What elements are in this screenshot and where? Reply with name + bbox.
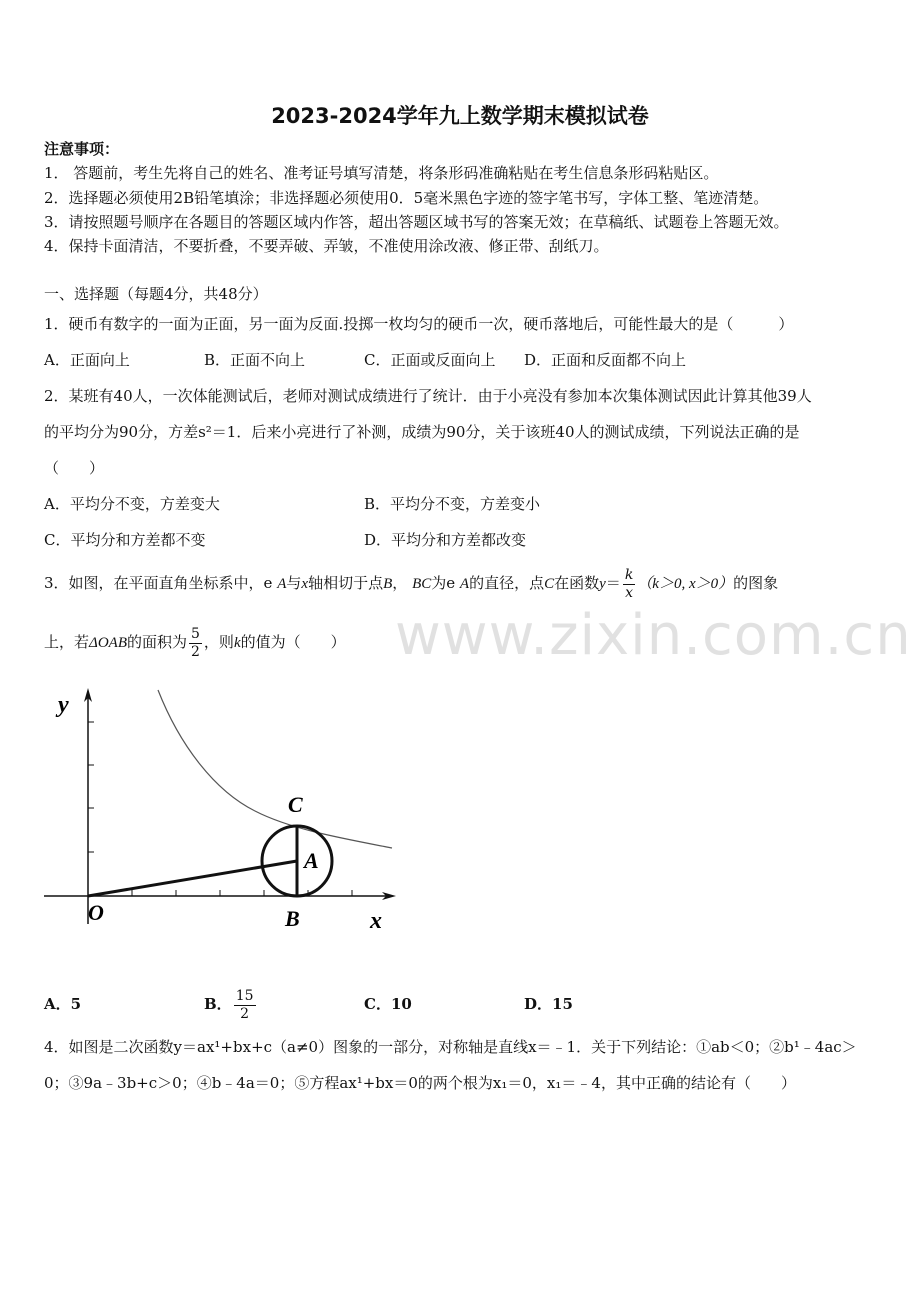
q3-point-c: C (544, 576, 555, 592)
q3-function-fraction (623, 567, 635, 602)
fraction-numerator: k (624, 566, 634, 583)
section-heading: 一、选择题（每题4分，共48分） (44, 285, 268, 303)
q3-triangle: ΔOAB (89, 635, 127, 651)
point-a-label: A (304, 848, 319, 873)
q3-text: 的直径，点 (469, 574, 545, 592)
q3-text: 轴相切于点 (308, 574, 384, 592)
q3-text: 在函数 (554, 574, 600, 592)
fraction-denominator: 2 (240, 1005, 250, 1022)
fraction-numerator: 5 (191, 625, 200, 642)
q3-x-var: x (301, 576, 309, 592)
q1-stem: 1．硬币有数字的一面为正面，另一面为反面.投掷一枚均匀的硬币一次，硬币落地后，可能性最大的是（ ） (44, 315, 794, 333)
page-title: 2023-2024学年九上数学期末模拟试卷 (271, 104, 649, 128)
q3-option-a: A．5 (44, 995, 82, 1013)
q4-line-1: 4．如图是二次函数y＝ax¹+bx+c（a≠0）图象的一部分，对称轴是直线x＝﹣1．关于下列结论：①ab＜0；②b¹﹣4ac＞ (44, 1038, 857, 1056)
note-item-2: 2．选择题必须使用2B铅笔填涂；非选择题必须使用0．5毫米黑色字迹的签字笔书写，字体工整、笔迹清楚。 (44, 189, 769, 207)
q3-point-a: A (277, 576, 287, 592)
q3-text: 的值为（ ） (240, 633, 346, 651)
q3-text: 与 (286, 574, 302, 592)
q3-point-b: B (383, 576, 393, 592)
q3-option-b (204, 982, 258, 1026)
note-item-1: 1． 答题前，考生先将自己的姓名、准考证号填写清楚，将条形码准确粘贴在考生信息条形码粘贴区。 (44, 164, 719, 182)
q3-text: ，则 (203, 633, 234, 651)
q3-text: ， (392, 574, 408, 592)
q1-option-b: B．正面不向上 (204, 351, 306, 369)
q3-text: 上，若 (44, 633, 90, 651)
notes-heading: 注意事项： (44, 140, 120, 158)
q3-segment-bc: BC (412, 576, 432, 592)
q3-option-d: D．15 (524, 995, 573, 1013)
watermark: www.zixin.com.cn (395, 603, 912, 668)
q2-option-b: B．平均分不变，方差变小 (364, 495, 541, 513)
x-axis-label: x (370, 908, 382, 934)
origin-label: O (88, 900, 104, 925)
q3-k-var: k (233, 635, 241, 651)
q3-text: 3．如图，在平面直角坐标系中， (44, 574, 264, 592)
q2-line-1: 2．某班有40人，一次体能测试后，老师对测试成绩进行了统计．由于小亮没有参加本次集体测试因此计算其他39人 (44, 387, 812, 405)
option-prefix: B． (204, 995, 232, 1013)
q1-option-d: D．正面和反面都不向上 (524, 351, 687, 369)
fraction-denominator: x (625, 584, 633, 601)
q3-point-a: A (459, 576, 470, 592)
q2-option-d: D．平均分和方差都改变 (364, 531, 527, 549)
q3-area-fraction (189, 626, 202, 661)
q3-y-var: y (599, 576, 606, 592)
q3-option-b-fraction (234, 988, 256, 1023)
q2-option-c: C．平均分和方差都不变 (44, 531, 206, 549)
point-c-label: C (288, 792, 303, 817)
q2-option-a: A．平均分不变，方差变大 (44, 495, 220, 513)
q3-condition: （k＞0, x＞0） (637, 576, 734, 592)
q1-option-c: C．正面或反面向上 (364, 351, 496, 369)
q3-option-c: C．10 (364, 995, 412, 1013)
q3-line-2 (44, 625, 346, 661)
point-b-label: B (285, 906, 300, 931)
q2-line-3: （ ） (44, 459, 105, 477)
hyperbola-curve (158, 690, 392, 848)
q2-line-2: 的平均分为90分，方差s²＝1．后来小亮进行了补测，成绩为90分，关于该班40人的测试成绩，下列说法正确的是 (44, 423, 800, 441)
q3-circle-symbol: e (263, 574, 273, 592)
y-axis-label: y (58, 692, 69, 718)
q3-text: 为e (431, 574, 456, 592)
fraction-numerator: 15 (235, 987, 254, 1004)
note-item-4: 4．保持卡面清洁，不要折叠，不要弄破、弄皱，不准使用涂改液、修正带、刮纸刀。 (44, 237, 609, 255)
q3-line-1 (44, 566, 778, 602)
q3-figure (40, 686, 400, 936)
q3-text: 的图象 (733, 574, 779, 592)
q3-text: 的面积为 (126, 633, 187, 651)
note-item-3: 3．请按照题号顺序在各题目的答题区域内作答，超出答题区域书写的答案无效；在草稿纸、试题卷上答题无效。 (44, 213, 789, 231)
q3-text: ＝ (605, 574, 621, 592)
q1-option-a: A．正面向上 (44, 351, 130, 369)
q4-line-2: 0；③9a﹣3b+c＞0；④b﹣4a＝0；⑤方程ax¹+bx＝0的两个根为x₁＝0，x₁＝﹣4，其中正确的结论有（ ） (44, 1074, 796, 1092)
fraction-denominator: 2 (191, 643, 200, 660)
